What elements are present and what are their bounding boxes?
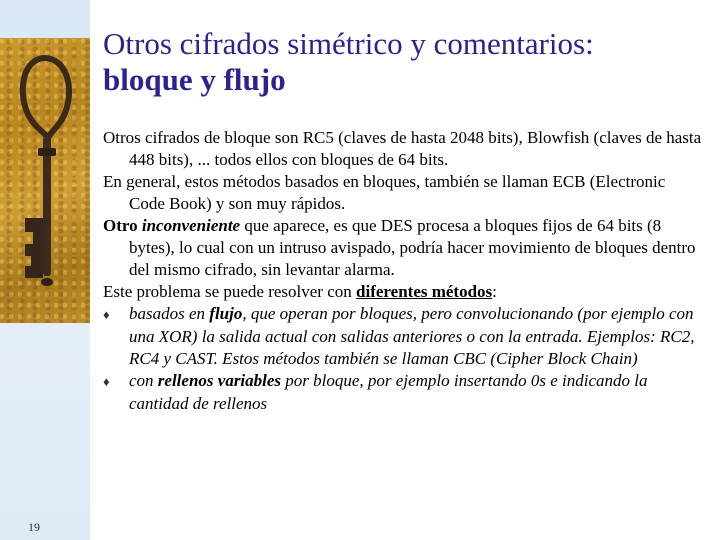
paragraph-4 — [103, 281, 703, 303]
slide-title — [103, 26, 703, 98]
diamond-bullet-icon: ♦ — [103, 307, 110, 322]
paragraph-2: En general, estos métodos basados en bloques, también se llaman ECB (Electronic Code Book) y son muy rápidos. — [103, 172, 666, 213]
b1-emphasis: flujo — [209, 304, 243, 323]
title-line-2: bloque y flujo — [103, 62, 286, 97]
p4-colon: : — [492, 282, 497, 301]
p4-lead: Este problema se puede resolver con — [103, 282, 357, 301]
paragraph-1: Otros cifrados de bloque son RC5 (claves de hasta 2048 bits), Blowfish (claves de hasta 448 bits), ... todos ellos con bloques de 64 bits. — [103, 128, 702, 169]
b2-rest: por bloque, por ejemplo insertando 0s e indicando la cantidad de rellenos — [129, 371, 648, 413]
title-line-1: Otros cifrados simétrico y comentarios: — [103, 26, 594, 61]
p4-emphasis: diferentes métodos — [356, 282, 493, 301]
b2-emphasis: rellenos variables — [157, 371, 282, 390]
p3-lead: Otro — [103, 216, 142, 235]
bullet-item-rellenos — [103, 370, 703, 415]
key-photo — [0, 38, 90, 323]
b2-lead: con — [129, 371, 158, 390]
slide-number: 19 — [28, 520, 40, 534]
paragraph-3 — [103, 215, 703, 281]
b1-lead: basados en — [129, 304, 210, 323]
slide-body — [103, 127, 703, 415]
key-icon — [0, 38, 90, 323]
bullet-item-flujo — [103, 303, 703, 370]
p3-rest: que aparece, es que DES procesa a bloques fijos de 64 bits (8 bytes), lo cual con un intruso avispado, podría hacer movimiento de bloques dentro del mismo cifrado, sin levantar alarma. — [129, 216, 696, 279]
p3-emphasis: inconveniente — [141, 216, 241, 235]
b1-rest: , que operan por bloques, pero convolucionando (por ejemplo con una XOR) la salida actual con salidas anteriores o con la entrada. Ejemplos: RC2, RC4 y CAST. Estos métodos también se llaman CBC (Cipher Block Chain) — [129, 304, 695, 368]
diamond-bullet-icon: ♦ — [103, 374, 110, 389]
